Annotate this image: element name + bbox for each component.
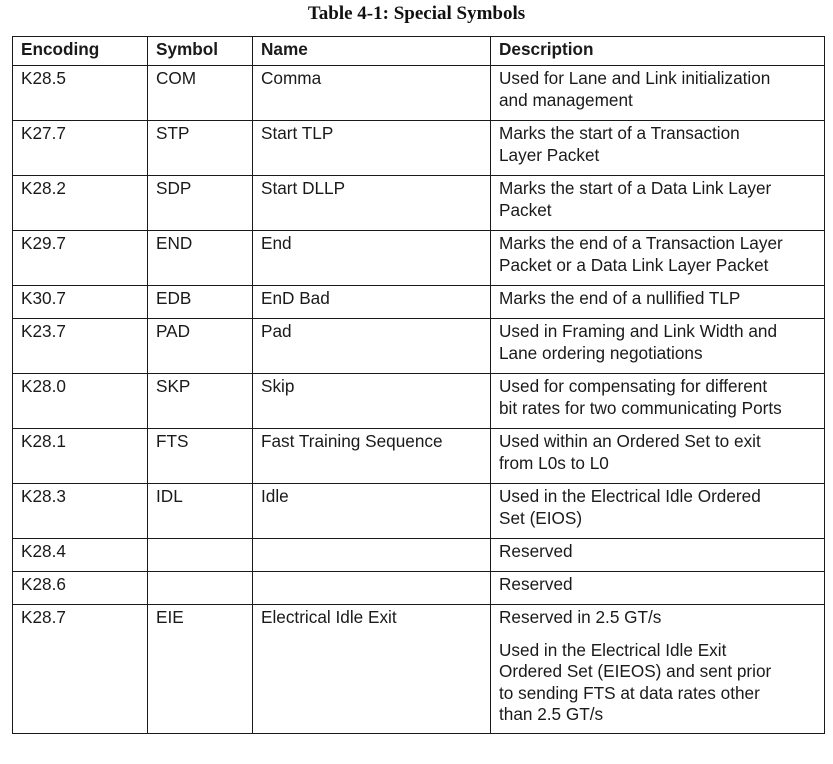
cell-symbol: END [148,231,253,286]
cell-name: Start DLLP [253,176,491,231]
cell-description [491,572,825,605]
cell-encoding: K28.1 [13,429,148,484]
table-row [13,319,825,374]
cell-encoding: K28.7 [13,605,148,734]
cell-encoding: K28.5 [13,66,148,121]
cell-name: Idle [253,484,491,539]
description-spacer [499,629,816,640]
description-line: Used for Lane and Link initialization [499,68,771,88]
cell-symbol: IDL [148,484,253,539]
table-row [13,121,825,176]
cell-name [253,572,491,605]
description-line: Used for compensating for different [499,376,768,396]
description-line: Packet [499,199,552,220]
header-row [13,37,825,66]
description-line: Reserved [499,574,573,594]
cell-description [491,319,825,374]
table-row [13,605,825,734]
cell-encoding: K28.6 [13,572,148,605]
cell-symbol: SDP [148,176,253,231]
description-line: Marks the end of a Transaction Layer [499,233,783,253]
cell-description [491,286,825,319]
cell-description [491,121,825,176]
cell-description [491,176,825,231]
description-line: from L0s to L0 [499,452,609,473]
cell-encoding: K30.7 [13,286,148,319]
cell-name: Electrical Idle Exit [253,605,491,734]
cell-encoding: K23.7 [13,319,148,374]
cell-name: Start TLP [253,121,491,176]
cell-symbol: COM [148,66,253,121]
header-encoding: Encoding [13,37,148,66]
cell-symbol: EIE [148,605,253,734]
special-symbols-table [12,36,825,734]
cell-description [491,66,825,121]
cell-name: Comma [253,66,491,121]
description-line: Used within an Ordered Set to exit [499,431,761,451]
description-line: Packet or a Data Link Layer Packet [499,254,769,275]
cell-encoding: K28.3 [13,484,148,539]
cell-name [253,539,491,572]
cell-symbol: STP [148,121,253,176]
cell-description [491,484,825,539]
description-line: Used in Framing and Link Width and [499,321,778,341]
cell-symbol: PAD [148,319,253,374]
cell-name: End [253,231,491,286]
cell-name: Fast Training Sequence [253,429,491,484]
description-line: Ordered Set (EIEOS) and sent prior [499,661,772,681]
description-line: Marks the start of a Data Link Layer [499,178,772,198]
description-line: Marks the end of a nullified TLP [499,288,741,308]
cell-symbol: EDB [148,286,253,319]
description-line: Used in the Electrical Idle Exit [499,639,727,660]
cell-description [491,374,825,429]
description-line: and management [499,89,633,110]
cell-encoding: K27.7 [13,121,148,176]
description-line: Reserved [499,541,573,561]
cell-symbol: FTS [148,429,253,484]
description-line: Layer Packet [499,144,600,165]
cell-description [491,539,825,572]
description-line: than 2.5 GT/s [499,704,604,724]
table-row [13,484,825,539]
description-line: Marks the start of a Transaction [499,123,740,143]
cell-symbol: SKP [148,374,253,429]
header-description: Description [491,37,825,66]
cell-description [491,429,825,484]
cell-encoding: K28.0 [13,374,148,429]
description-line: Used in the Electrical Idle Ordered [499,486,761,506]
cell-name: Pad [253,319,491,374]
cell-symbol [148,539,253,572]
table-row [13,374,825,429]
cell-encoding: K28.4 [13,539,148,572]
table-row [13,572,825,605]
description-line: bit rates for two communicating Ports [499,397,782,418]
table-row [13,539,825,572]
cell-name: EnD Bad [253,286,491,319]
table-row [13,176,825,231]
cell-encoding: K29.7 [13,231,148,286]
cell-description [491,231,825,286]
header-name: Name [253,37,491,66]
description-line: Set (EIOS) [499,507,583,528]
table-caption: Table 4-1: Special Symbols [307,3,526,24]
cell-name: Skip [253,374,491,429]
table-row [13,66,825,121]
table-row [13,429,825,484]
table-row [13,286,825,319]
header-symbol: Symbol [148,37,253,66]
cell-symbol [148,572,253,605]
table-row [13,231,825,286]
cell-encoding: K28.2 [13,176,148,231]
cell-description [491,605,825,734]
description-line: to sending FTS at data rates other [499,682,760,703]
description-line: Reserved in 2.5 GT/s [499,607,662,627]
description-line: Lane ordering negotiations [499,342,703,363]
